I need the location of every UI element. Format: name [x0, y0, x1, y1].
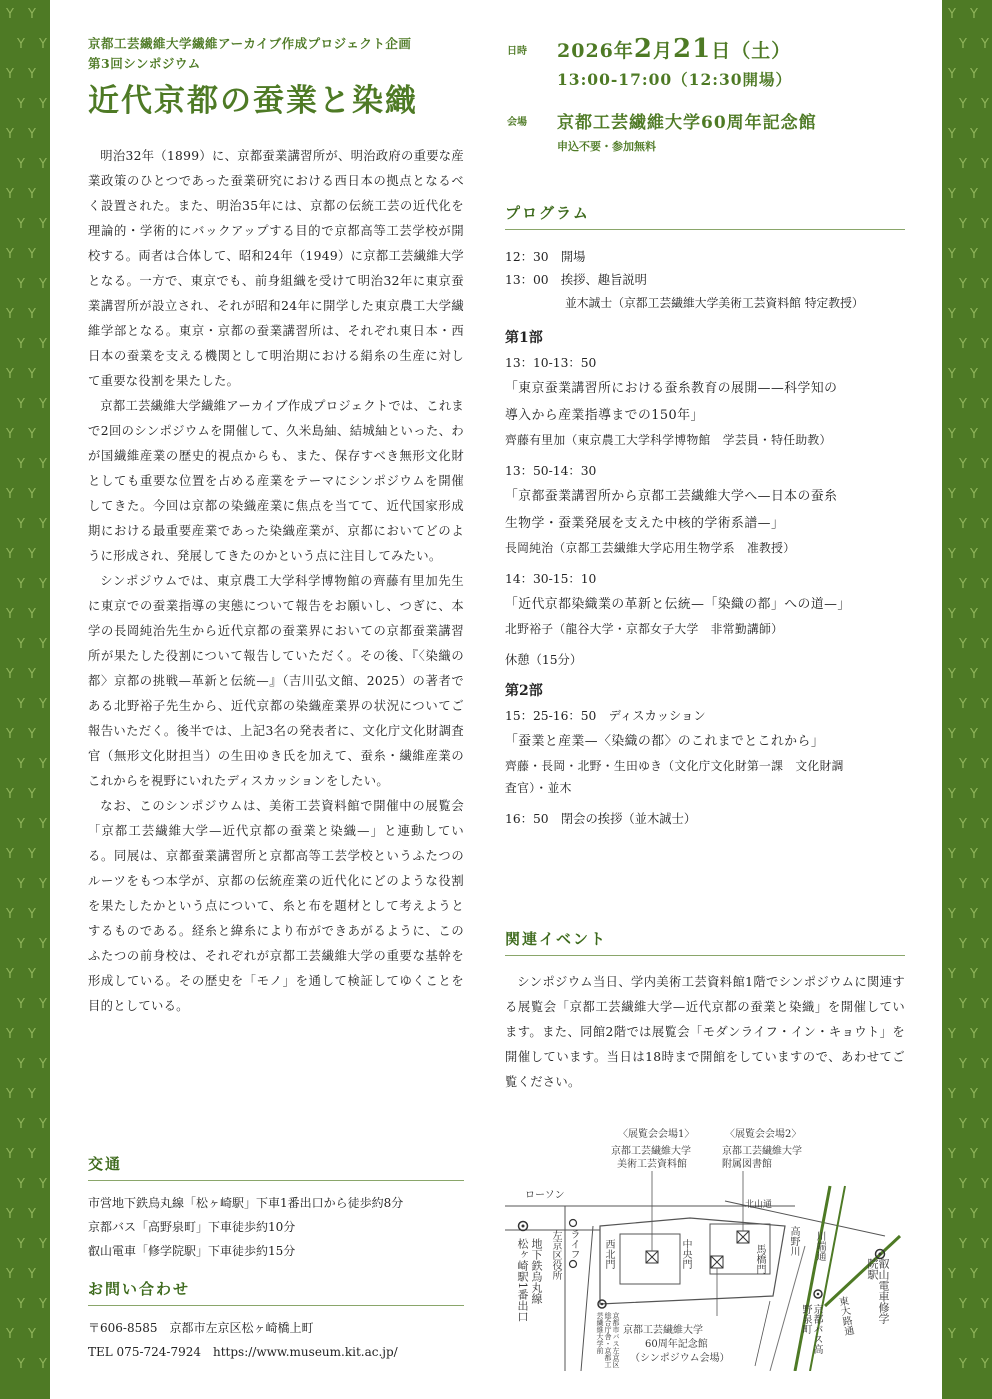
leaf-motif: Y	[28, 7, 36, 22]
leaf-motif: Y	[17, 1117, 25, 1132]
leaf-motif: Y	[6, 7, 14, 22]
leaf-motif: Y	[959, 997, 967, 1012]
leaf-motif: Y	[959, 1357, 967, 1372]
leaf-motif: Y	[970, 7, 978, 22]
leaf-motif: Y	[39, 577, 47, 592]
leaf-motif: Y	[981, 397, 989, 412]
leaf-motif: Y	[981, 157, 989, 172]
closing-item: 16：50 閉会の挨拶（並木誠士）	[505, 812, 697, 826]
leaf-motif: Y	[17, 997, 25, 1012]
leaf-motif: Y	[6, 1327, 14, 1342]
leaf-motif: Y	[28, 1027, 36, 1042]
leaf-motif: Y	[39, 1237, 47, 1252]
talk-time: 14：30-15：10	[505, 572, 597, 586]
leaf-motif: Y	[6, 667, 14, 682]
leaf-motif: Y	[948, 1327, 956, 1342]
leaf-motif: Y	[948, 607, 956, 622]
date-month: 2	[633, 34, 653, 64]
leaf-motif: Y	[959, 97, 967, 112]
leaf-motif: Y	[959, 1117, 967, 1132]
leaf-motif: Y	[970, 307, 978, 322]
leaf-motif: Y	[981, 697, 989, 712]
leaf-motif: Y	[6, 487, 14, 502]
leaf-motif: Y	[28, 727, 36, 742]
leaf-motif: Y	[28, 967, 36, 982]
intro-paragraph: 明治32年（1899）に、京都蚕業講習所が、明治政府の重要な産業政策のひとつであった蚕業研究における西日本の拠点となるべく設置された。また、明治35年には、京都の伝統工芸の近代化を理論的・学術的にバックアップする目的で京都高等工芸学校が開校する。両者は合体して、昭和24年（1949）に京都工芸繊維大学となる。一方で、東京でも、前身組織を受けて明治32年に東京蚕業講習所が設立され、それが昭和24年に開学した東京農工大学繊維学部となる。東京・京都の蚕業講習所は、それぞれ東日本・西日本の蚕業を支える機関として明治期における絹糸の生産に対して重要な役割を果たした。	[88, 149, 465, 388]
leaf-motif: Y	[6, 1207, 14, 1222]
leaf-motif: Y	[17, 157, 25, 172]
leaf-motif: Y	[970, 1207, 978, 1222]
intro-text	[88, 144, 464, 1019]
leaf-motif: Y	[981, 457, 989, 472]
program-item: 12：30 開場	[505, 250, 586, 264]
date-year: 2026年	[557, 40, 634, 62]
leaf-motif: Y	[39, 637, 47, 652]
leaf-motif: Y	[28, 787, 36, 802]
date-block	[505, 34, 905, 90]
leaf-motif: Y	[17, 577, 25, 592]
intro-column	[88, 34, 464, 1019]
leaf-motif: Y	[17, 1177, 25, 1192]
leaf-motif: Y	[17, 277, 25, 292]
break-item: 休憩（15分）	[505, 653, 583, 667]
leaf-motif: Y	[6, 427, 14, 442]
exhibit2-tag: 〈展覧会会場2〉	[725, 1129, 802, 1140]
leaf-motif: Y	[39, 37, 47, 52]
contact-tel-url[interactable]: TEL 075-724-7924 https://www.museum.kit.ac.jp/	[88, 1345, 398, 1359]
leaf-motif: Y	[6, 787, 14, 802]
leaf-motif: Y	[959, 1297, 967, 1312]
leaf-motif: Y	[970, 427, 978, 442]
leaf-motif: Y	[28, 607, 36, 622]
talk-title: 生物学・蚕業発展を支えた中核的学術系譜—」	[505, 516, 785, 531]
leaf-motif: Y	[17, 97, 25, 112]
admission-note: 申込不要・参加無料	[557, 140, 656, 153]
event-date	[557, 34, 791, 64]
leaf-motif: Y	[39, 937, 47, 952]
leaf-motif: Y	[6, 67, 14, 82]
exhibit1-tag: 〈展覧会会場1〉	[618, 1129, 695, 1140]
leaf-motif: Y	[28, 187, 36, 202]
leaf-motif: Y	[970, 787, 978, 802]
leaf-motif: Y	[28, 847, 36, 862]
leaf-motif: Y	[948, 307, 956, 322]
lawson-label: ローソン	[525, 1190, 565, 1201]
leaf-motif: Y	[981, 1237, 989, 1252]
leaf-motif: Y	[970, 727, 978, 742]
leaf-motif: Y	[39, 697, 47, 712]
leaf-motif: Y	[6, 1147, 14, 1162]
leaf-motif: Y	[959, 1237, 967, 1252]
venue-map-label: 60周年記念館	[645, 1339, 708, 1350]
leaf-motif: Y	[959, 37, 967, 52]
leaf-motif: Y	[28, 487, 36, 502]
subway-line-label: 地下鉄烏丸線	[530, 1238, 543, 1304]
leaf-motif: Y	[959, 217, 967, 232]
talk-time: 13：10-13：50	[505, 356, 597, 370]
exhibit2-name: 京都工芸繊維大学	[722, 1146, 802, 1157]
talk-item	[505, 459, 905, 559]
talk-title: 「東京蚕業講習所における蚕糸教育の展開——科学知の	[505, 381, 838, 396]
leaf-motif: Y	[970, 67, 978, 82]
kitayama-street-label: 北山通	[745, 1200, 773, 1210]
leaf-motif: Y	[39, 877, 47, 892]
leaf-motif: Y	[17, 37, 25, 52]
program-item: 13：00 挨拶、趣旨説明	[505, 273, 647, 287]
talk-title: 導入から産業指導までの150年」	[505, 408, 704, 423]
leaf-motif: Y	[39, 1177, 47, 1192]
leaf-motif: Y	[970, 1147, 978, 1162]
leaf-motif: Y	[28, 1207, 36, 1222]
leaf-motif: Y	[981, 877, 989, 892]
leaf-motif: Y	[970, 1027, 978, 1042]
exhibit2-name: 附属図書館	[722, 1159, 772, 1170]
leaf-motif: Y	[948, 547, 956, 562]
leaf-motif: Y	[28, 547, 36, 562]
talk-speaker: 北野裕子（龍谷大学・京都女子大学 非常勤講師）	[505, 622, 784, 636]
venue-label: 会場	[507, 117, 527, 128]
leaf-motif: Y	[948, 967, 956, 982]
leaf-motif: Y	[28, 1087, 36, 1102]
leaf-motif: Y	[970, 187, 978, 202]
leaf-motif: Y	[39, 397, 47, 412]
leaf-motif: Y	[39, 1357, 47, 1372]
venue-name: 京都工芸繊維大学60周年記念館	[557, 113, 817, 133]
leaf-motif: Y	[6, 607, 14, 622]
talk-speaker: 齊藤有里加（東京農工大学科学博物館 学芸員・特任助教）	[505, 433, 832, 447]
leaf-motif: Y	[28, 247, 36, 262]
leaf-motif: Y	[6, 907, 14, 922]
leaf-motif: Y	[981, 217, 989, 232]
leaf-motif: Y	[28, 67, 36, 82]
leaf-motif: Y	[948, 1207, 956, 1222]
leaf-motif: Y	[970, 487, 978, 502]
leaf-motif: Y	[981, 337, 989, 352]
related-events-section	[505, 928, 905, 1095]
talk-item	[505, 351, 905, 451]
event-column	[505, 34, 905, 831]
leaf-motif: Y	[981, 37, 989, 52]
leaf-motif: Y	[970, 967, 978, 982]
leaf-motif: Y	[28, 127, 36, 142]
leaf-motif: Y	[959, 1057, 967, 1072]
leaf-motif: Y	[970, 607, 978, 622]
talk-speaker: 長岡純治（京都工芸繊維大学応用生物学系 准教授）	[505, 541, 796, 555]
leaf-motif: Y	[981, 517, 989, 532]
leaf-motif: Y	[39, 457, 47, 472]
venue-map-label: （シンポジウム会場）	[630, 1353, 730, 1364]
kawabata-street-label: 川端通	[814, 1231, 825, 1261]
leaf-motif: Y	[28, 1327, 36, 1342]
west-gate-label: 西北門	[603, 1239, 614, 1269]
leaf-motif: Y	[981, 757, 989, 772]
leaf-motif: Y	[6, 967, 14, 982]
date-label: 日時	[507, 46, 527, 57]
gate-marker	[646, 1231, 749, 1268]
intro-paragraph: 京都工芸繊維大学繊維アーカイブ作成プロジェクトでは、これまで2回のシンポジウムを開催して、久米島紬、結城紬といった、わが国繊維産業の歴史的視点からも、また、保存すべき無形文化財としても重要な位置を占める産業をテーマにシンポジウムを開催してきた。今回は京都の染織産業に焦点を当てて、近代国家形成期における最重要産業であった染織産業が、京都においてどのように形成され、発展してきたのかという点に注目してみたい。	[88, 399, 465, 563]
leaf-motif: Y	[17, 457, 25, 472]
leaf-motif: Y	[981, 1177, 989, 1192]
leaf-motif: Y	[17, 697, 25, 712]
leaf-motif: Y	[981, 97, 989, 112]
leaf-motif: Y	[959, 757, 967, 772]
leaf-motif: Y	[981, 817, 989, 832]
leaf-motif: Y	[17, 1237, 25, 1252]
leaf-motif: Y	[28, 427, 36, 442]
leaf-motif: Y	[17, 1357, 25, 1372]
leaf-motif: Y	[970, 367, 978, 382]
leaf-motif: Y	[28, 367, 36, 382]
leaf-motif: Y	[959, 577, 967, 592]
kyoto-bus-stop-label: 京都バス高野泉町	[800, 1304, 822, 1354]
leaf-motif: Y	[6, 547, 14, 562]
access-line: 叡山電車「修学院駅」下車徒歩約15分	[88, 1244, 296, 1258]
leaf-motif: Y	[959, 337, 967, 352]
leaf-motif: Y	[6, 847, 14, 862]
leaf-motif: Y	[959, 157, 967, 172]
leaf-motif: Y	[981, 1357, 989, 1372]
leaf-motif: Y	[959, 277, 967, 292]
intro-paragraph: シンポジウムでは、東京農工大学科学博物館の齊藤有里加先生に東京での蚕業指導の実態について報告をお願いし、つぎに、本学の長岡純治先生から近代京都の蚕業界においての京都蚕業講習所が果たした役割について報告していただく。その後、『〈染織の都〉京都の挑戦—革新と伝統—』（吉川弘文館、2025）の著者である北野裕子先生から、近代京都の染織産業界の状況についてご報告いただく。後半では、上記3名の発表者に、文化庁文化財調査官（無形文化財担当）の生田ゆき氏を加えて、蚕糸・繊維産業のこれからを視野にいれたディスカッションをしたい。	[88, 574, 464, 788]
takano-river-label: 高野川	[788, 1226, 799, 1256]
discussion-speakers: 齊藤・長岡・北野・生田ゆき（文化庁文化財第一課 文化財調	[505, 759, 844, 773]
leaf-motif: Y	[6, 1027, 14, 1042]
leaf-motif: Y	[981, 997, 989, 1012]
leaf-motif: Y	[6, 187, 14, 202]
leaf-motif: Y	[981, 937, 989, 952]
leaf-motif: Y	[948, 727, 956, 742]
symposium-number: 第3回シンポジウム	[88, 56, 201, 71]
date-weekday: 日（土）	[711, 40, 792, 62]
leaf-motif: Y	[948, 7, 956, 22]
talk-time: 13：50-14：30	[505, 464, 597, 478]
leaf-motif: Y	[970, 1267, 978, 1282]
venue-map-label: 京都工芸繊維大学	[623, 1325, 703, 1336]
leaf-motif: Y	[39, 1057, 47, 1072]
leaf-motif: Y	[948, 907, 956, 922]
date-day: 21	[673, 34, 712, 64]
leaf-motif: Y	[17, 937, 25, 952]
access-line: 京都バス「高野泉町」下車徒歩約10分	[88, 1220, 296, 1234]
leaf-motif: Y	[948, 847, 956, 862]
leaf-motif: Y	[948, 127, 956, 142]
contact-heading: お問い合わせ	[88, 1278, 464, 1306]
leaf-motif: Y	[970, 1087, 978, 1102]
life-label: ライフ	[568, 1229, 579, 1259]
leaf-motif: Y	[959, 517, 967, 532]
leaf-motif: Y	[6, 1267, 14, 1282]
leaf-motif: Y	[981, 1057, 989, 1072]
leaf-motif: Y	[948, 1087, 956, 1102]
leaf-motif: Y	[959, 637, 967, 652]
part2-heading: 第2部	[505, 683, 543, 699]
leaf-motif: Y	[17, 517, 25, 532]
exhibit1-name: 京都工芸繊維大学	[611, 1146, 691, 1157]
leaf-motif: Y	[981, 637, 989, 652]
leaf-motif: Y	[17, 877, 25, 892]
leaf-motif: Y	[6, 1087, 14, 1102]
leaf-motif: Y	[970, 847, 978, 862]
leaf-motif: Y	[970, 547, 978, 562]
leaf-motif: Y	[6, 727, 14, 742]
page-title: 近代京都の蚕業と染織	[88, 83, 418, 119]
leaf-motif: Y	[39, 337, 47, 352]
discussion-time: 15：25-16：50 ディスカッション	[505, 709, 706, 723]
date-month-unit: 月	[652, 40, 673, 62]
access-line: 市営地下鉄烏丸線「松ヶ崎駅」下車1番出口から徒歩約8分	[88, 1196, 404, 1210]
leaf-motif: Y	[17, 337, 25, 352]
leaf-motif: Y	[948, 67, 956, 82]
leaf-motif: Y	[28, 1147, 36, 1162]
leaf-motif: Y	[959, 937, 967, 952]
leaf-motif: Y	[948, 1267, 956, 1282]
leaf-motif: Y	[970, 127, 978, 142]
sakyo-office-label: 左京区役所	[550, 1230, 561, 1280]
part1-heading: 第1部	[505, 330, 543, 346]
leaf-motif: Y	[17, 1297, 25, 1312]
leaf-motif: Y	[39, 157, 47, 172]
leaf-motif: Y	[948, 247, 956, 262]
program-list	[505, 246, 905, 831]
leaf-motif: Y	[948, 367, 956, 382]
leaf-motif: Y	[28, 667, 36, 682]
leaf-motif: Y	[959, 457, 967, 472]
right-border-pattern	[942, 0, 992, 1399]
leaf-motif: Y	[17, 1057, 25, 1072]
leaf-motif: Y	[948, 667, 956, 682]
leaf-motif: Y	[948, 787, 956, 802]
eiden-station-label: 叡山電車修学院駅	[866, 1258, 890, 1324]
leaf-motif: Y	[981, 1297, 989, 1312]
umabashi-gate-label: 馬橋門	[754, 1244, 765, 1274]
leaf-motif: Y	[39, 517, 47, 532]
discussion-title: 「蚕業と産業—〈染織の都〉のこれまでとこれから」	[505, 734, 825, 749]
exhibit1-name: 美術工芸資料館	[617, 1159, 687, 1170]
discussion-speakers: 査官）・並木	[505, 781, 572, 795]
leaf-motif: Y	[959, 877, 967, 892]
leaf-motif: Y	[970, 667, 978, 682]
leaf-motif: Y	[6, 307, 14, 322]
talk-title: 「京都蚕業講習所から京都工芸繊維大学へ—日本の蚕糸	[505, 489, 838, 504]
leaf-motif: Y	[17, 217, 25, 232]
access-heading: 交通	[88, 1153, 464, 1181]
central-gate-label: 中央門	[680, 1239, 691, 1269]
program-heading: プログラム	[505, 202, 905, 230]
access-map	[505, 1126, 905, 1371]
leaf-motif: Y	[17, 757, 25, 772]
talk-item	[505, 567, 905, 640]
leaf-motif: Y	[948, 487, 956, 502]
leaf-motif: Y	[39, 1297, 47, 1312]
intro-paragraph: なお、このシンポジウムは、美術工芸資料館で開催中の展覧会「京都工芸繊維大学—近代京都の蚕業と染織—」と連動している。同展は、京都蚕業講習所と京都高等工芸学校というふたつのルーツをもつ本学が、京都の伝統産業の近代化にどのような役割を果たしたかという点について、糸と布を題材として考えようとするものである。経糸と緯糸により布ができあがるように、このふたつの前身校は、それぞれが京都工芸繊維大学の重要な基幹を形成している。その歴史を「モノ」を通して検証してゆくことを目的としている。	[88, 799, 464, 1013]
event-time: 13:00-17:00（12:30開場）	[557, 70, 793, 89]
organizer-line: 京都工芸繊維大学繊維アーカイブ作成プロジェクト企画	[88, 36, 412, 51]
leaf-motif: Y	[39, 997, 47, 1012]
leaf-motif: Y	[6, 367, 14, 382]
leaf-motif: Y	[28, 907, 36, 922]
leaf-motif: Y	[959, 1177, 967, 1192]
leaf-motif: Y	[39, 817, 47, 832]
related-text: シンポジウム当日、学内美術工芸資料館1階でシンポジウムに関連する展覧会「京都工芸繊維大学—近代京都の蚕業と染織」を開催しています。また、同館2階では展覧会「モダンライフ・イン・キョウト」を開催しています。当日は18時まで開館をしていますので、あわせてご覧ください。	[505, 975, 905, 1089]
city-bus-stop-label: 京都市バス左京区総合庁舎・京都工芸繊維大学前	[596, 1312, 620, 1368]
leaf-motif: Y	[39, 277, 47, 292]
leaf-motif: Y	[959, 397, 967, 412]
access-section	[88, 1153, 464, 1263]
leaf-motif: Y	[981, 577, 989, 592]
leaf-motif: Y	[948, 427, 956, 442]
contact-section	[88, 1278, 464, 1364]
leaf-motif: Y	[959, 697, 967, 712]
leaf-motif: Y	[948, 1147, 956, 1162]
leaf-motif: Y	[981, 277, 989, 292]
higashioji-street-label: 東大路通	[835, 1295, 854, 1337]
leaf-motif: Y	[948, 187, 956, 202]
leaf-motif: Y	[39, 97, 47, 112]
leaf-motif: Y	[970, 1327, 978, 1342]
leaf-motif: Y	[39, 757, 47, 772]
leaf-motif: Y	[970, 247, 978, 262]
leaf-motif: Y	[948, 1027, 956, 1042]
leaf-motif: Y	[39, 1117, 47, 1132]
leaf-motif: Y	[6, 127, 14, 142]
program-section	[505, 202, 905, 831]
contact-address: 〒606-8585 京都市左京区松ヶ崎橋上町	[88, 1321, 314, 1335]
leaf-motif: Y	[6, 247, 14, 262]
leaf-motif: Y	[970, 907, 978, 922]
leaf-motif: Y	[17, 817, 25, 832]
leaf-motif: Y	[28, 307, 36, 322]
venue-block	[505, 108, 905, 198]
leaf-motif: Y	[17, 637, 25, 652]
leaf-motif: Y	[17, 397, 25, 412]
leaf-motif: Y	[981, 1117, 989, 1132]
leaf-motif: Y	[28, 1267, 36, 1282]
matsugasaki-station-label: 松ヶ崎駅1番出口	[516, 1238, 529, 1322]
related-heading: 関連イベント	[505, 928, 905, 956]
leaf-motif: Y	[39, 217, 47, 232]
left-border-pattern	[0, 0, 50, 1399]
talk-title: 「近代京都染織業の革新と伝統—「染織の都」への道—」	[505, 597, 851, 612]
leaf-motif: Y	[959, 817, 967, 832]
program-speaker: 並木誠士（京都工芸繊維大学美術工芸資料館 特定教授）	[565, 296, 864, 310]
